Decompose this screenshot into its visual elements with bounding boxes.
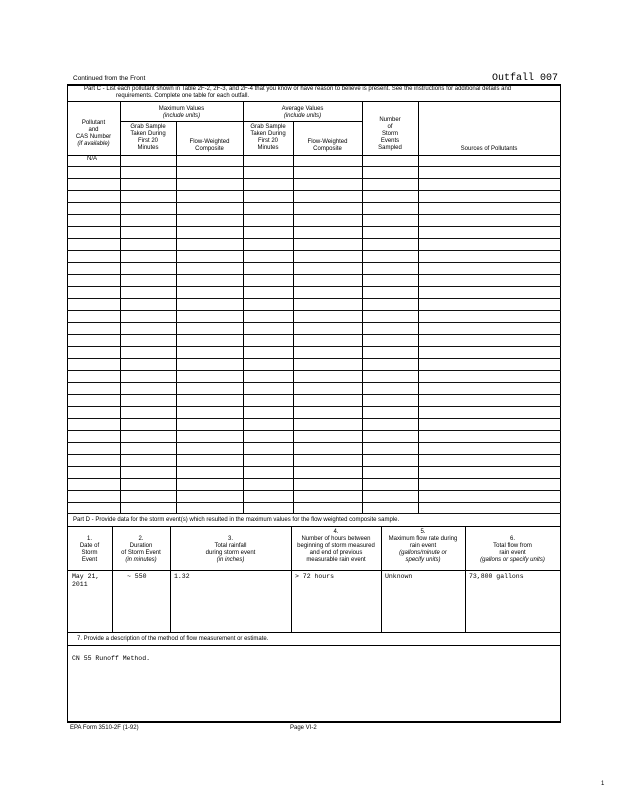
pd-rainfall-value: 1.32 (174, 573, 190, 580)
part-c-left-border (67, 84, 68, 514)
pd-duration-header: 2. Duration of Storm Event (in minutes) (121, 536, 161, 563)
grab-max-header: Grab Sample Taken During First 20 Minutes (130, 124, 166, 151)
part-c-instruction-line2: requirements. Complete one table for each outfall. (116, 93, 250, 99)
pd-totalflow-header: 6. Total flow from rain event (gallons or specify units) (480, 536, 545, 563)
q7-line (67, 645, 561, 646)
part-c-right-border (560, 84, 561, 514)
col-line-3 (243, 101, 244, 514)
col-line-5 (362, 101, 363, 514)
pd-rainfall-header: 3. Total rainfall during storm event (in inches) (205, 536, 256, 563)
flow-max-header: Flow-Weighted Composite (189, 139, 230, 152)
part-d-instruction: Part D - Provide data for the storm event(s) which resulted in the maximum values for the flow weighted composite sample. (73, 517, 400, 523)
grab-avg-header: Grab Sample Taken During First 20 Minutes (250, 124, 286, 151)
num-events-header: Number of Storm Events Sampled (378, 117, 402, 151)
outfall-label: Outfall 007 (492, 73, 559, 84)
pd-date-value: May 21, 2011 (72, 573, 100, 588)
q7-answer: CN 55 Runoff Method. (72, 655, 151, 662)
sources-header: Sources of Pollutants (460, 146, 518, 152)
page-mark: 1 (601, 781, 605, 787)
part-c-instruction-line1: Part C - List each pollutant shown in Table 2F-2, 2F-3, and 2F-4 that you know or have reason to believe is present. See the instructions for additional details and (84, 86, 512, 92)
max-values-header: Maximum Values (include units) (158, 106, 205, 119)
col-line-4 (293, 121, 294, 514)
part-d-right-border (560, 514, 561, 722)
part-c-subheader-line (120, 121, 362, 122)
flow-avg-header: Flow-Weighted Composite (307, 139, 348, 152)
pd-totalflow-value: 73,800 gallons (469, 573, 524, 580)
first-row-value: N/A (87, 156, 98, 162)
col-line-1 (120, 101, 121, 514)
avg-values-header: Average Values (include units) (281, 106, 324, 119)
col-line-2 (176, 121, 177, 514)
col-line-6 (418, 101, 419, 514)
part-c-header-bottom-line (67, 155, 561, 156)
form-number: EPA Form 3510-2F (1-92) (70, 725, 139, 731)
pd-maxflow-header: 5. Maximum flow rate during rain event (gallons/minute or specify units) (388, 529, 458, 563)
pd-hours-header: 4. Number of hours between beginning of storm measured and end of previous measurable rain event (297, 529, 375, 563)
pd-maxflow-value: Unknown (385, 573, 413, 580)
pd-values-bottom-line (67, 632, 561, 633)
part-d-top-line (67, 526, 561, 527)
part-c-header-top-line (67, 101, 561, 102)
pd-header-bottom-line (67, 570, 561, 571)
pollutant-col-header: Pollutant and CAS Number (if available) (75, 120, 112, 147)
pd-duration-value: ~ 550 (127, 573, 147, 580)
pd-hours-value: > 72 hours (295, 573, 335, 580)
pd-date-header: 1. Date of Storm Event (79, 536, 100, 563)
continued-label: Continued from the Front (73, 75, 146, 82)
q7-question: 7. Provide a description of the method of flow measurement or estimate. (77, 636, 269, 642)
page-number: Page VI-2 (290, 725, 317, 731)
part-d-bottom-border (67, 721, 561, 723)
